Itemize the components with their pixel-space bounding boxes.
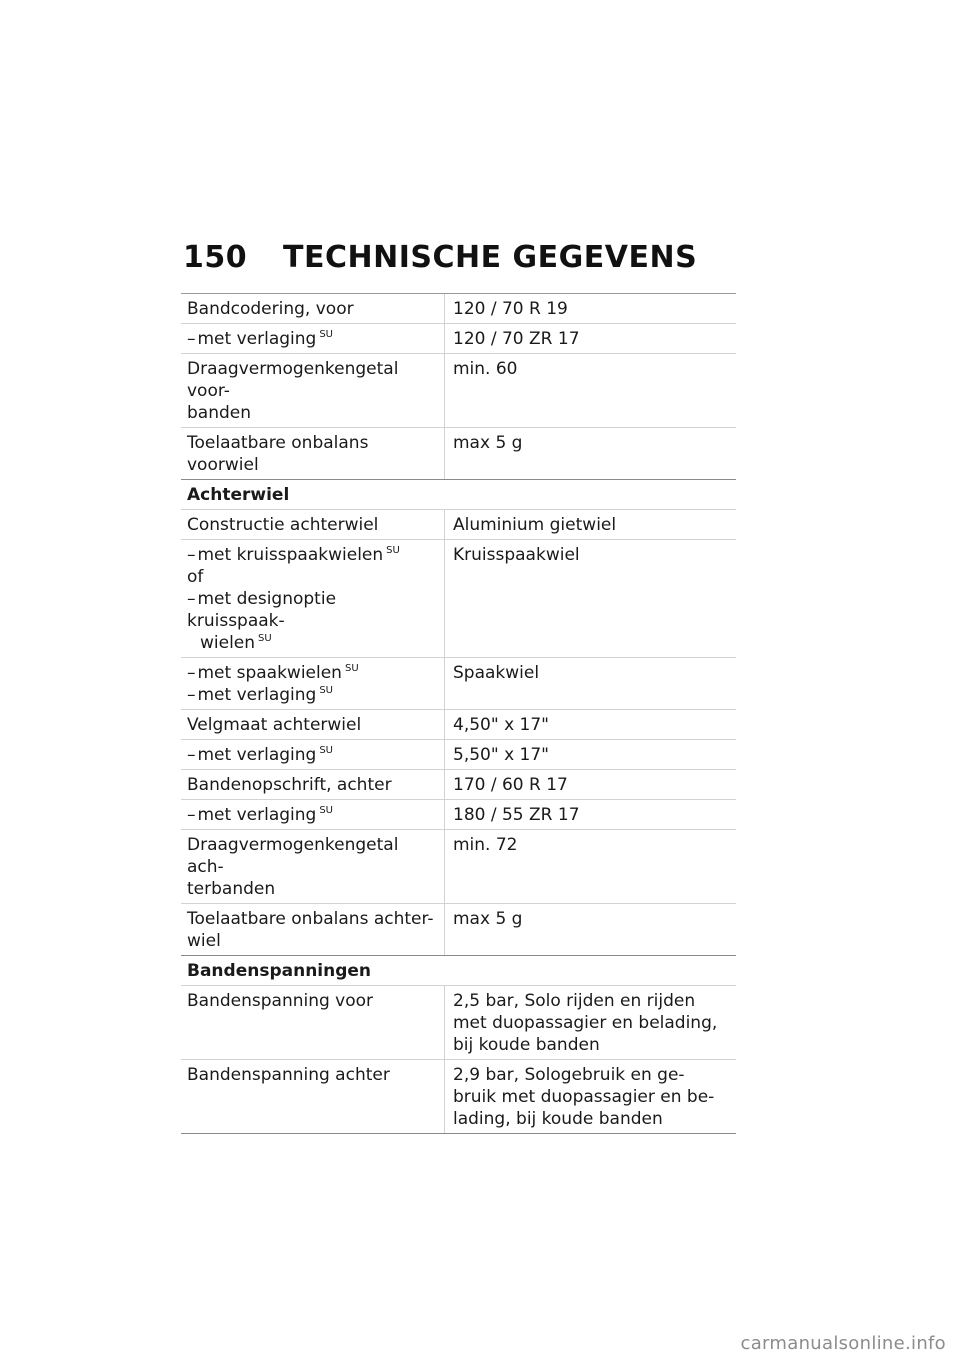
row-value: 120 / 70 R 19 xyxy=(453,299,568,319)
table-row xyxy=(181,540,736,658)
row-label xyxy=(181,354,445,427)
row-value: 120 / 70 ZR 17 xyxy=(453,329,580,349)
table-row xyxy=(181,294,736,324)
dash: – xyxy=(187,685,196,705)
dash: – xyxy=(187,589,196,609)
dash: – xyxy=(187,329,196,349)
row-label xyxy=(181,658,445,709)
label-line xyxy=(187,662,438,684)
label-text: met verlaging xyxy=(197,745,317,765)
table-row xyxy=(181,510,736,540)
row-value: 170 / 60 R 17 xyxy=(453,775,568,795)
label-text: met verlaging xyxy=(197,805,317,825)
label-line xyxy=(187,588,438,632)
value-line: met duopassagier en belading, xyxy=(453,1013,718,1033)
table-row xyxy=(181,324,736,354)
su-marker: SU xyxy=(319,685,333,697)
row-value: min. 72 xyxy=(453,835,518,855)
row-label: Bandenspanning voor xyxy=(181,986,445,1059)
table-row xyxy=(181,740,736,770)
row-label: Bandenopschrift, achter xyxy=(181,770,445,799)
dash: – xyxy=(187,805,196,825)
row-label xyxy=(181,800,445,829)
table-row xyxy=(181,1060,736,1134)
table-row xyxy=(181,710,736,740)
su-marker: SU xyxy=(258,633,272,645)
label-line: of xyxy=(187,567,204,587)
watermark: carmanualsonline.info xyxy=(740,1333,946,1354)
value-line: 2,5 bar, Solo rijden en rijden xyxy=(453,991,696,1011)
label-line: Toelaatbare onbalans achter- xyxy=(187,909,434,929)
table-row xyxy=(181,658,736,710)
page-number: 150 xyxy=(183,240,248,275)
dash: – xyxy=(187,745,196,765)
su-marker: SU xyxy=(386,545,400,557)
row-label: Constructie achterwiel xyxy=(181,510,445,539)
label-line xyxy=(187,632,438,654)
spec-table xyxy=(181,293,736,1134)
section-heading: Bandenspanningen xyxy=(181,956,736,986)
su-marker: SU xyxy=(319,805,333,817)
row-label xyxy=(181,904,445,955)
page-title: TECHNISCHE GEGEVENS xyxy=(283,240,698,275)
row-label: Toelaatbare onbalans voorwiel xyxy=(181,428,445,479)
section-heading: Achterwiel xyxy=(181,480,736,510)
row-label xyxy=(181,540,445,657)
label-line: banden xyxy=(187,403,252,423)
row-value: min. 60 xyxy=(453,359,518,379)
su-marker: SU xyxy=(344,663,359,675)
row-value: 180 / 55 ZR 17 xyxy=(453,805,580,825)
label-line: Draagvermogenkengetal ach- xyxy=(187,835,399,877)
value-line: 2,9 bar, Sologebruik en ge- xyxy=(453,1065,685,1085)
row-value: Aluminium gietwiel xyxy=(453,515,617,535)
value-line: bruik met duopassagier en be- xyxy=(453,1087,715,1107)
row-value: 4,50" x 17" xyxy=(453,715,549,735)
label-line: Draagvermogenkengetal voor- xyxy=(187,359,399,401)
row-value: Kruisspaakwiel xyxy=(453,545,580,565)
label-text: met designoptie kruisspaak- xyxy=(187,589,337,631)
row-value: 5,50" x 17" xyxy=(453,745,549,765)
row-value: max 5 g xyxy=(453,909,523,929)
table-row xyxy=(181,428,736,480)
label-text: met kruisspaakwielen xyxy=(197,545,384,565)
row-label xyxy=(181,740,445,769)
su-marker: SU xyxy=(319,745,333,757)
label-text: met verlaging xyxy=(197,329,317,349)
value-line: bij koude banden xyxy=(453,1035,600,1055)
table-row xyxy=(181,986,736,1060)
row-value: max 5 g xyxy=(453,433,523,453)
page-header xyxy=(183,240,697,275)
table-row xyxy=(181,830,736,904)
dash: – xyxy=(187,663,196,683)
table-row xyxy=(181,770,736,800)
row-label: Bandenspanning achter xyxy=(181,1060,445,1133)
row-value xyxy=(445,1060,736,1133)
table-row xyxy=(181,354,736,428)
row-label xyxy=(181,324,445,353)
label-text: met verlaging xyxy=(197,685,317,705)
row-label xyxy=(181,830,445,903)
label-line: wiel xyxy=(187,931,221,951)
label-line xyxy=(187,544,438,566)
row-label: Bandcodering, voor xyxy=(181,294,445,323)
label-text: met spaakwielen xyxy=(197,663,342,683)
table-row xyxy=(181,904,736,956)
value-line: lading, bij koude banden xyxy=(453,1109,663,1129)
label-line xyxy=(187,684,438,706)
table-row xyxy=(181,800,736,830)
row-label: Velgmaat achterwiel xyxy=(181,710,445,739)
label-text: wielen xyxy=(200,633,256,653)
su-marker: SU xyxy=(319,329,333,341)
label-line: terbanden xyxy=(187,879,276,899)
dash: – xyxy=(187,545,196,565)
row-value: Spaakwiel xyxy=(453,663,540,683)
row-value xyxy=(445,986,736,1059)
